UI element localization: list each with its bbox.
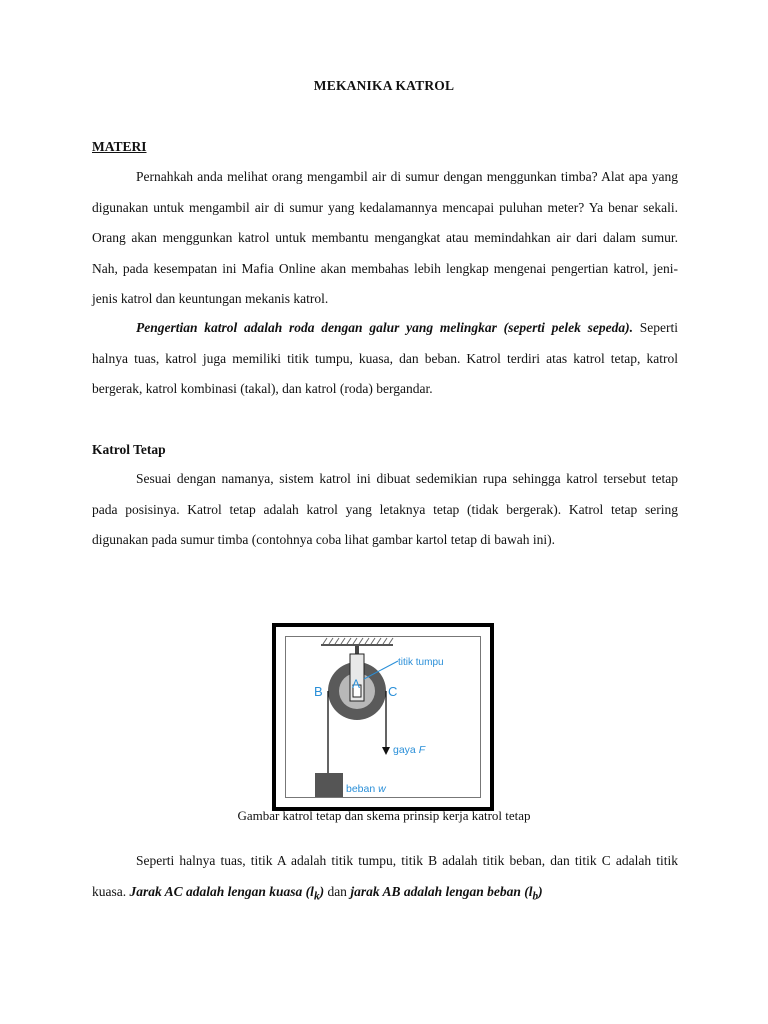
lengan-kuasa-paren-close: ) (319, 883, 325, 899)
section-heading-materi: MATERI (92, 139, 147, 154)
lengan-beban-subscript: b (532, 890, 539, 903)
lengan-text-start: Seperti halnya tuas, titik A adalah titik tumpu, titik B adalah titik beban, dan titik C adalah titik kuasa. (92, 853, 678, 899)
label-beban-var: w (378, 783, 386, 795)
label-titik-tumpu: titik tumpu (398, 657, 444, 668)
lengan-kuasa-subscript: k (313, 890, 320, 903)
definition-rest-text: Seperti halnya tuas, katrol juga memiliki titik tumpu, kuasa, dan beban. Katrol terdiri atas katrol tetap, katrol bergerak, katrol kombinasi (takal), dan katrol (roda) bergandar. (92, 320, 678, 397)
definition-bold-text: Pengertian katrol adalah roda dengan galur yang melingkar (seperti pelek sepeda). (136, 320, 633, 335)
label-beban-prefix: beban (346, 783, 379, 795)
label-beban (346, 783, 387, 795)
lengan-beban-symbol: l (528, 883, 533, 899)
lengan-kuasa-bold: Jarak AC adalah lengan kuasa (129, 883, 303, 899)
ceiling-hatch (321, 638, 393, 646)
label-gaya-var: F (418, 744, 426, 756)
fixed-pulley-diagram (276, 627, 490, 807)
paragraph-katrol-tetap (92, 464, 678, 556)
label-b: B (314, 684, 323, 699)
label-gaya-prefix: gaya (393, 744, 419, 756)
label-a: A (352, 677, 361, 691)
section-heading-katrol-tetap: Katrol Tetap (92, 442, 166, 457)
figure-caption: Gambar katrol tetap dan skema prinsip kerja katrol tetap (237, 808, 531, 823)
pulley-figure (272, 623, 494, 811)
paragraph-intro (92, 162, 678, 315)
force-arrow-head (382, 747, 390, 755)
page-title: MEKANIKA KATROL (313, 78, 455, 93)
label-c: C (388, 684, 398, 699)
paragraph-definition (92, 313, 678, 405)
lengan-beban-paren-close: ) (538, 883, 543, 899)
paragraph-katrol-tetap-text: Sesuai dengan namanya, sistem katrol ini dibuat sedemikian rupa sehingga katrol tersebut tetap pada posisinya. Katrol tetap adalah katrol yang letaknya tetap (tidak bergerak). Katrol tetap sering digunakan pada sumur timba (contohnya coba lihat gambar kartol tetap di bawah ini). (92, 471, 678, 548)
lengan-kuasa-symbol: l (310, 883, 314, 899)
lengan-dan: dan (324, 883, 351, 899)
label-gaya (393, 744, 426, 756)
paragraph-intro-text: Pernahkah anda melihat orang mengambil air di sumur dengan menggunkan timba? Alat apa yang digunakan untuk mengambil air di sumur yang kedalamannya mencapai puluhan meter? Ya benar sekali. Orang akan menggunkan katrol untuk membantu mengangkat atau memindahkan air dari dalam sumur. Nah, pada kesempatan ini Mafia Online akan membahas lebih lengkap mengenai pengertian katrol, jeni-jenis katrol dan keuntungan mekanis katrol. (92, 169, 678, 307)
lengan-beban-paren-open: ( (520, 883, 529, 899)
lengan-kuasa-paren-open: ( (302, 883, 311, 899)
paragraph-lengan (92, 846, 678, 912)
load-block (315, 773, 343, 797)
lengan-beban-bold: jarak AB adalah lengan beban (350, 883, 521, 899)
